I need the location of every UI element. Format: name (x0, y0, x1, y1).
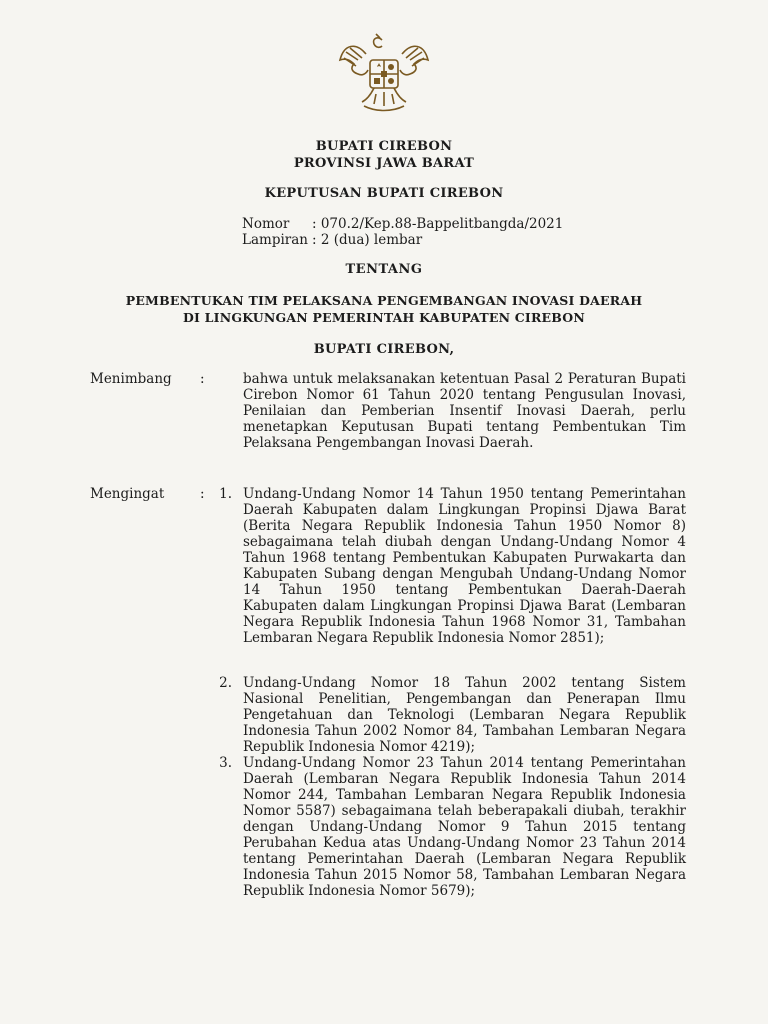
mengingat-item-number: 1. (219, 486, 232, 502)
header-title: BUPATI CIREBON (315, 139, 453, 154)
lampiran-row (242, 232, 422, 248)
lampiran-value: : 2 (dua) lembar (312, 232, 423, 248)
mengingat-item-number: 2. (219, 675, 232, 691)
header-province: PROVINSI JAWA BARAT (293, 156, 475, 171)
nomor-label: Nomor (242, 216, 290, 232)
mengingat-item-text: Undang-Undang Nomor 14 Tahun 1950 tentang Pemerintahan Daerah Kabupaten dalam Lingkungan Propinsi Djawa Barat (Berita Negara Republik Indonesia Tahun 1950 Nomor 8) sebagaimana telah diubah dengan Undang-Undang Nomor 4 Tahun 1968 tentang Pembentukan Kabupaten Purwakarta dan Kabupaten Subang dengan Mengubah Undang-Undang Nomor 14 Tahun 1950 tentang Pembentukan Daerah-Daerah Kabupaten dalam Lingkungan Propinsi Djawa Barat (Lembaran Negara Republik Indonesia Tahun 1968 Nomor 31, Tambahan Lembaran Negara Republik Indonesia Nomor 2851); (243, 486, 686, 646)
nomor-row (242, 216, 563, 232)
nomor-value: : 070.2/Kep.88-Bappelitbangda/2021 (312, 216, 564, 232)
subject-line-1: PEMBENTUKAN TIM PELAKSANA PENGEMBANGAN INOVASI DAERAH (125, 293, 643, 308)
menimbang-text: bahwa untuk melaksanakan ketentuan Pasal 2 Peraturan Bupati Cirebon Nomor 61 Tahun 2020 tentang Pengusulan Inovasi, Penilaian dan Pemberian Insentif Inovasi Daerah, perlu menetapkan Keputusan Bupati tentang Pembentukan Tim Pelaksana Pengembangan Inovasi Daerah. (243, 371, 686, 451)
mengingat-item-text: Undang-Undang Nomor 18 Tahun 2002 tentang Sistem Nasional Penelitian, Pengembangan dan Penerapan Ilmu Pengetahuan dan Teknologi (Lembaran Negara Republik Indonesia Tahun 2002 Nomor 84, Tambahan Lembaran Negara Republik Indonesia Nomor 4219); (243, 675, 686, 755)
mengingat-colon: : (200, 486, 205, 502)
menimbang-colon: : (200, 371, 205, 387)
issuer-heading: BUPATI CIREBON, (313, 342, 455, 357)
document-type: KEPUTUSAN BUPATI CIREBON (264, 186, 504, 201)
mengingat-item-number: 3. (219, 755, 232, 771)
garuda-emblem-icon (336, 30, 432, 118)
mengingat-item-text: Undang-Undang Nomor 23 Tahun 2014 tentang Pemerintahan Daerah (Lembaran Negara Republik Indonesia Tahun 2014 Nomor 244, Tambahan Lembaran Negara Republik Indonesia Nomor 5587) sebagaimana telah beberapakali diubah, terakhir dengan Undang-Undang Nomor 9 Tahun 2015 tentang Perubahan Kedua atas Undang-Undang Nomor 23 Tahun 2014 tentang Pemerintahan Daerah (Lembaran Negara Republik Indonesia Tahun 2015 Nomor 58, Tambahan Lembaran Negara Republik Indonesia Nomor 5679); (243, 755, 686, 899)
menimbang-label: Menimbang (90, 371, 172, 387)
lampiran-label: Lampiran (242, 232, 308, 248)
mengingat-label: Mengingat (90, 486, 165, 502)
subject-line-2: DI LINGKUNGAN PEMERINTAH KABUPATEN CIREBON (183, 310, 585, 325)
tentang-heading: TENTANG (345, 262, 423, 277)
